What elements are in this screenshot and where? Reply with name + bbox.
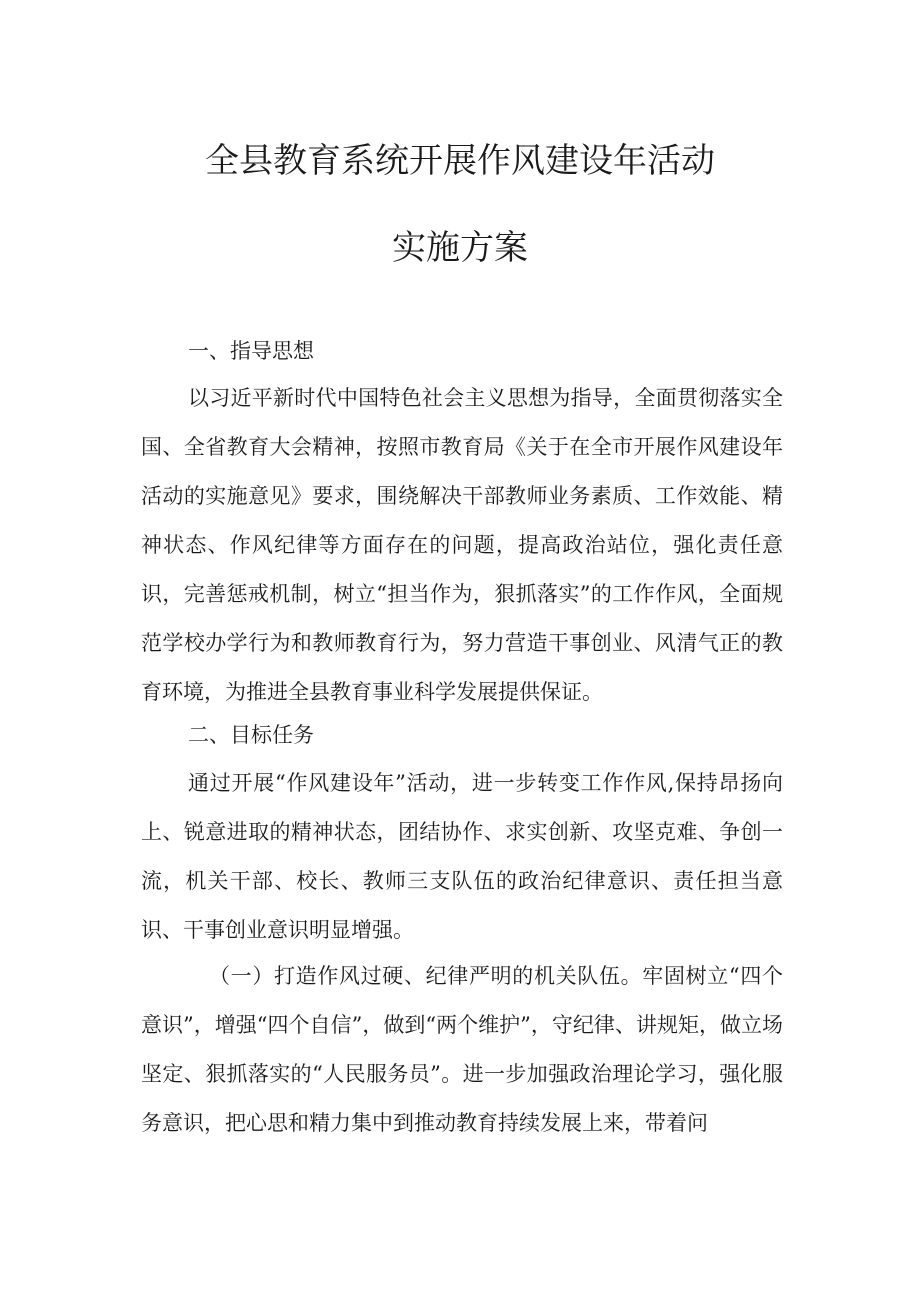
document-title-line-2: 实施方案 — [392, 228, 528, 268]
section-heading-guiding-ideology: 一、指导思想 — [188, 339, 314, 363]
section-paragraph-guiding-ideology: 以习近平新时代中国特色社会主义思想为指导，全面贯彻落实全国、全省教育大会精神，按照市教育局《关于在全市开展作风建设年活动的实施意见》要求，围绕解决干部教师业务素质、工作效能、精神状态、作风纪律等方面存在的问题，提高政治站位，强化责任意识，完善惩戒机制，树立“担当作为，狠抓落实”的工作作风，全面规范学校办学行为和教师教育行为，努力营造干事创业、风清气正的教育环境，为推进全县教育事业科学发展提供保证。 — [141, 386, 783, 704]
section-heading-goals-tasks: 二、目标任务 — [188, 723, 314, 747]
subsection-paragraph-office-team: （一）打造作风过硬、纪律严明的机关队伍。牢固树立“四个意识”，增强“四个自信”，做到“两个维护”，守纪律、讲规矩，做立场坚定、狠抓落实的“人民服务员”。进一步加强政治理论学习，强化服务意识，把心思和精力集中到推动教育持续发展上来，带着问 — [141, 964, 783, 1135]
section-paragraph-goals-tasks: 通过开展“作风建设年”活动，进一步转变工作作风,保持昂扬向上、锐意进取的精神状态，团结协作、求实创新、攻坚克难、争创一流，机关干部、校长、教师三支队伍的政治纪律意识、责任担当意识、干事创业意识明显增强。 — [141, 771, 783, 942]
document-title-line-1: 全县教育系统开展作风建设年活动 — [205, 141, 715, 181]
